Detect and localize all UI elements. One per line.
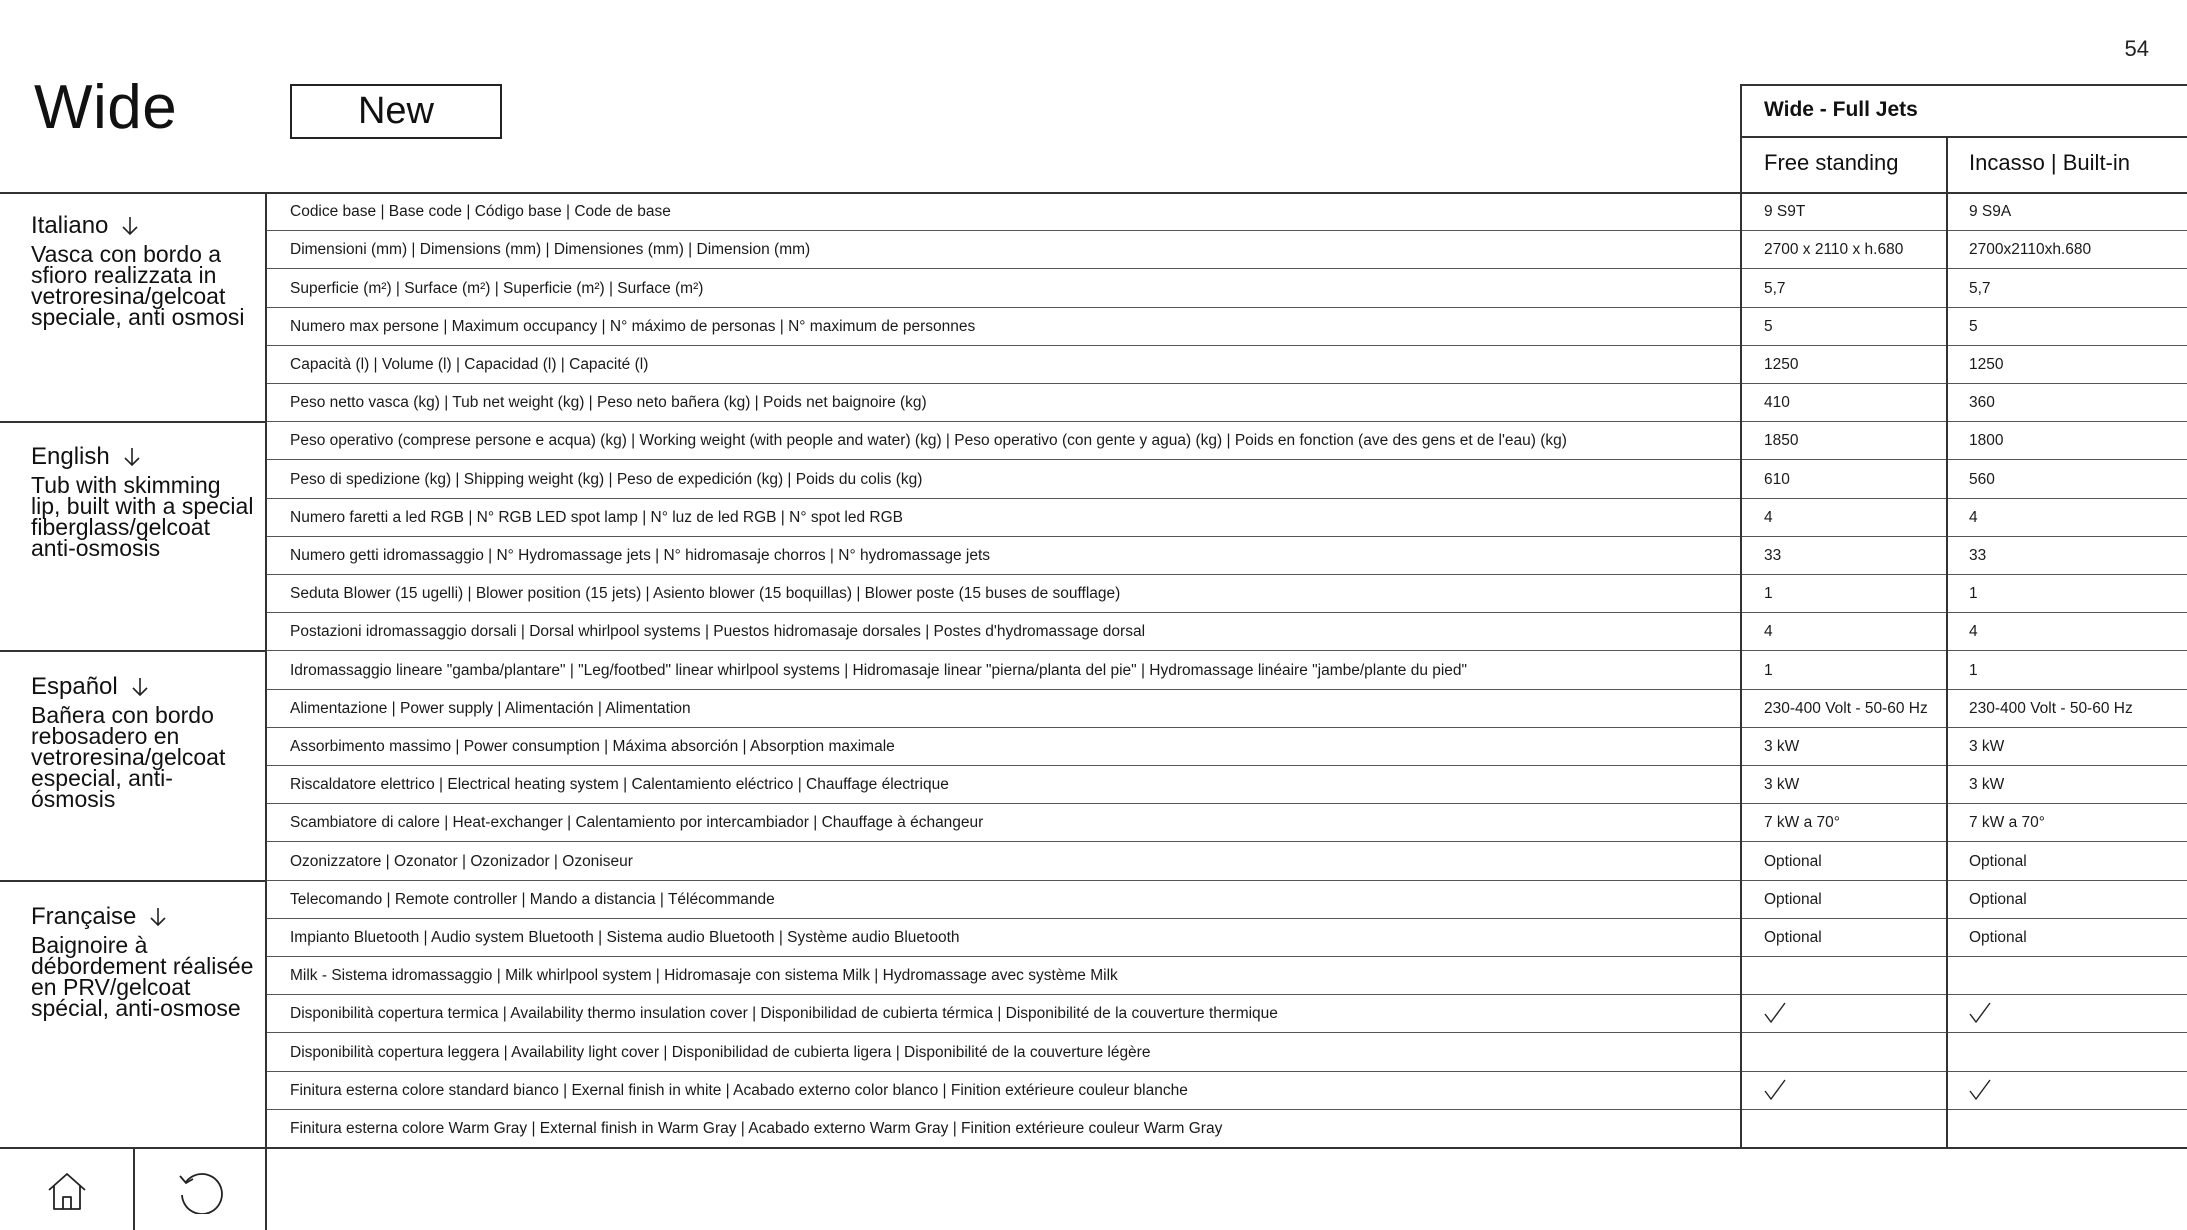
language-description: Baignoire à débordement réalisée en PRV/gelcoat spécial, anti-osmose xyxy=(31,932,254,1021)
back-button[interactable] xyxy=(134,1152,265,1230)
divider xyxy=(0,421,266,423)
free-standing-value: 4 xyxy=(1764,623,1773,641)
spec-label: Peso di spedizione (kg) | Shipping weight (kg) | Peso de expedición (kg) | Poids du colis (kg) xyxy=(290,470,923,488)
free-standing-value: 2700 x 2110 x h.680 xyxy=(1764,241,1904,259)
built-in-value xyxy=(1969,1078,1991,1108)
language-name: English xyxy=(31,443,110,470)
spec-label: Scambiatore di calore | Heat-exchanger | Calentamiento por intercambiador | Chauffage à échangeur xyxy=(290,814,984,832)
spec-label: Finitura esterna colore Warm Gray | External finish in Warm Gray | Acabado externo Warm Gray | Finition extérieure couleur Warm Gray xyxy=(290,1119,1223,1137)
row-divider xyxy=(266,880,2187,881)
free-standing-value: 1 xyxy=(1764,585,1773,603)
language-block-italiano xyxy=(31,212,256,328)
free-standing-value: 1850 xyxy=(1764,432,1799,450)
row-divider xyxy=(266,1032,2187,1033)
spec-label: Impianto Bluetooth | Audio system Bluetooth | Sistema audio Bluetooth | Système audio Bluetooth xyxy=(290,928,960,946)
row-divider xyxy=(266,956,2187,957)
spec-label: Finitura esterna colore standard bianco | Exernal finish in white | Acabado externo color blanco | Finition extérieure couleur blanche xyxy=(290,1081,1188,1099)
free-standing-value: 5,7 xyxy=(1764,279,1786,297)
language-description: Tub with skimming lip, built with a special fiberglass/gelcoat anti-osmosis xyxy=(31,472,254,561)
language-block-english xyxy=(31,443,256,559)
free-standing-value: 1 xyxy=(1764,661,1773,679)
free-standing-value: 1250 xyxy=(1764,355,1799,373)
built-in-value: 5 xyxy=(1969,317,1978,335)
free-standing-value: 9 S9T xyxy=(1764,203,1806,221)
free-standing-value: 610 xyxy=(1764,470,1790,488)
free-standing-value: 3 kW xyxy=(1764,737,1800,755)
row-divider xyxy=(266,307,2187,308)
row-divider xyxy=(266,918,2187,919)
free-standing-value: Optional xyxy=(1764,852,1822,870)
divider xyxy=(0,1147,2187,1149)
row-divider xyxy=(266,689,2187,690)
refresh-icon xyxy=(176,1168,224,1214)
row-divider xyxy=(266,994,2187,995)
new-badge: New xyxy=(290,84,502,139)
row-divider xyxy=(266,421,2187,422)
free-standing-value: 4 xyxy=(1764,508,1773,526)
built-in-value: 3 kW xyxy=(1969,737,2005,755)
spec-label: Peso operativo (comprese persone e acqua) (kg) | Working weight (with people and water) (kg) | Peso operativo (con gente y agua) (kg) | Poids en fonction (ave des gens et de l'eau) (kg) xyxy=(290,432,1567,450)
free-standing-value: 7 kW a 70° xyxy=(1764,814,1840,832)
spec-label: Disponibilità copertura leggera | Availability light cover | Disponibilidad de cubierta ligera | Disponibilité de la couverture légère xyxy=(290,1043,1151,1061)
free-standing-value xyxy=(1764,1078,1786,1108)
built-in-value: 1250 xyxy=(1969,355,2004,373)
row-divider xyxy=(266,841,2187,842)
built-in-value: 1 xyxy=(1969,585,1978,603)
language-name: Française xyxy=(31,903,137,930)
spec-label: Dimensioni (mm) | Dimensions (mm) | Dimensiones (mm) | Dimension (mm) xyxy=(290,241,811,259)
built-in-value: Optional xyxy=(1969,890,2027,908)
spec-label: Disponibilità copertura termica | Availability thermo insulation cover | Disponibilidad de cubierta térmica | Disponibilité de la couverture thermique xyxy=(290,1005,1278,1023)
row-divider xyxy=(266,574,2187,575)
divider xyxy=(1946,136,1948,1147)
spec-label: Codice base | Base code | Código base | Code de base xyxy=(290,203,671,221)
checkmark-icon xyxy=(1969,1001,1991,1025)
built-in-value: 7 kW a 70° xyxy=(1969,814,2045,832)
language-description: Bañera con bordo rebosadero en vetroresina/gelcoat especial, anti-ósmosis xyxy=(31,702,226,812)
row-divider xyxy=(266,1071,2187,1072)
checkmark-icon xyxy=(1764,1001,1786,1025)
checkmark-icon xyxy=(1969,1078,1991,1102)
language-name: Italiano xyxy=(31,212,109,239)
spec-label: Milk - Sistema idromassaggio | Milk whirlpool system | Hidromasaje con sistema Milk | Hydromassage avec système Milk xyxy=(290,967,1118,985)
built-in-value xyxy=(1969,1001,1991,1031)
built-in-value: 4 xyxy=(1969,623,1978,641)
row-divider xyxy=(266,650,2187,651)
language-name: Español xyxy=(31,673,118,700)
spec-label: Seduta Blower (15 ugelli) | Blower position (15 jets) | Asiento blower (15 boquillas) | Blower poste (15 buses de soufflage) xyxy=(290,585,1121,603)
row-divider xyxy=(266,498,2187,499)
free-standing-value: Optional xyxy=(1764,928,1822,946)
language-block-espanol xyxy=(31,673,256,810)
spec-label: Numero max persone | Maximum occupancy | N° máximo de personas | N° maximum de personnes xyxy=(290,317,976,335)
spec-label: Peso netto vasca (kg) | Tub net weight (kg) | Peso neto bañera (kg) | Poids net baignoire (kg) xyxy=(290,394,927,412)
spec-label: Superficie (m²) | Surface (m²) | Superficie (m²) | Surface (m²) xyxy=(290,279,704,297)
spec-label: Riscaldatore elettrico | Electrical heating system | Calentamiento eléctrico | Chauffage électrique xyxy=(290,776,949,794)
language-description: Vasca con bordo a sfioro realizzata in vetroresina/gelcoat speciale, anti osmosi xyxy=(31,241,245,330)
spec-label: Assorbimento massimo | Power consumption | Máxima absorción | Absorption maximale xyxy=(290,737,895,755)
row-divider xyxy=(266,727,2187,728)
built-in-value: 1800 xyxy=(1969,432,2004,450)
divider xyxy=(0,192,2187,194)
row-divider xyxy=(266,268,2187,269)
spec-label: Alimentazione | Power supply | Alimentación | Alimentation xyxy=(290,699,691,717)
free-standing-value: 5 xyxy=(1764,317,1773,335)
free-standing-value xyxy=(1764,1001,1786,1031)
built-in-value: 360 xyxy=(1969,394,1995,412)
row-divider xyxy=(266,1109,2187,1110)
built-in-value: 1 xyxy=(1969,661,1978,679)
arrow-down-icon xyxy=(130,676,150,698)
spec-label: Telecomando | Remote controller | Mando a distancia | Télécommande xyxy=(290,890,775,908)
free-standing-value: 33 xyxy=(1764,546,1782,564)
built-in-value: 3 kW xyxy=(1969,776,2005,794)
language-block-francaise xyxy=(31,903,256,1019)
divider xyxy=(0,650,266,652)
product-title: Wide - Full Jets xyxy=(1764,98,1918,121)
row-divider xyxy=(266,765,2187,766)
arrow-down-icon xyxy=(120,215,140,237)
row-divider xyxy=(266,345,2187,346)
checkmark-icon xyxy=(1764,1078,1786,1102)
row-divider xyxy=(266,536,2187,537)
built-in-value: 4 xyxy=(1969,508,1978,526)
free-standing-value: 410 xyxy=(1764,394,1790,412)
built-in-value: 230-400 Volt - 50-60 Hz xyxy=(1969,699,2133,717)
divider xyxy=(1740,84,1742,1147)
built-in-value: 5,7 xyxy=(1969,279,1991,297)
row-divider xyxy=(266,383,2187,384)
spec-label: Idromassaggio lineare "gamba/plantare" | "Leg/footbed" linear whirlpool systems | Hidromasaje linear "pierna/planta del pie" | Hydromassage linéaire "jambe/plante du pied" xyxy=(290,661,1468,679)
row-divider xyxy=(266,612,2187,613)
divider xyxy=(1740,84,2187,86)
page-number: 54 xyxy=(2124,36,2149,61)
free-standing-value: Optional xyxy=(1764,890,1822,908)
spec-label: Ozonizzatore | Ozonator | Ozonizador | Ozoniseur xyxy=(290,852,633,870)
column-header-built-in: Incasso | Built-in xyxy=(1969,150,2131,175)
spec-label: Numero getti idromassaggio | N° Hydromassage jets | N° hidromasaje chorros | N° hydromassage jets xyxy=(290,546,991,564)
home-button[interactable] xyxy=(0,1152,133,1230)
home-icon xyxy=(45,1170,89,1212)
row-divider xyxy=(266,803,2187,804)
divider xyxy=(265,192,267,1230)
free-standing-value: 230-400 Volt - 50-60 Hz xyxy=(1764,699,1928,717)
built-in-value: Optional xyxy=(1969,928,2027,946)
built-in-value: 9 S9A xyxy=(1969,203,2012,221)
page-title: Wide xyxy=(34,73,178,142)
row-divider xyxy=(266,230,2187,231)
built-in-value: Optional xyxy=(1969,852,2027,870)
column-header-free-standing: Free standing xyxy=(1764,150,1899,175)
row-divider xyxy=(266,459,2187,460)
spec-label: Postazioni idromassaggio dorsali | Dorsal whirlpool systems | Puestos hidromasaje dorsales | Postes d'hydromassage dorsal xyxy=(290,623,1146,641)
arrow-down-icon xyxy=(122,446,142,468)
free-standing-value: 3 kW xyxy=(1764,776,1800,794)
spec-label: Capacità (l) | Volume (l) | Capacidad (l) | Capacité (l) xyxy=(290,355,649,373)
built-in-value: 33 xyxy=(1969,546,1987,564)
divider xyxy=(1740,136,2187,138)
built-in-value: 2700x2110xh.680 xyxy=(1969,241,2092,259)
spec-label: Numero faretti a led RGB | N° RGB LED spot lamp | N° luz de led RGB | N° spot led RGB xyxy=(290,508,904,526)
divider xyxy=(0,880,266,882)
built-in-value: 560 xyxy=(1969,470,1995,488)
arrow-down-icon xyxy=(148,906,168,928)
